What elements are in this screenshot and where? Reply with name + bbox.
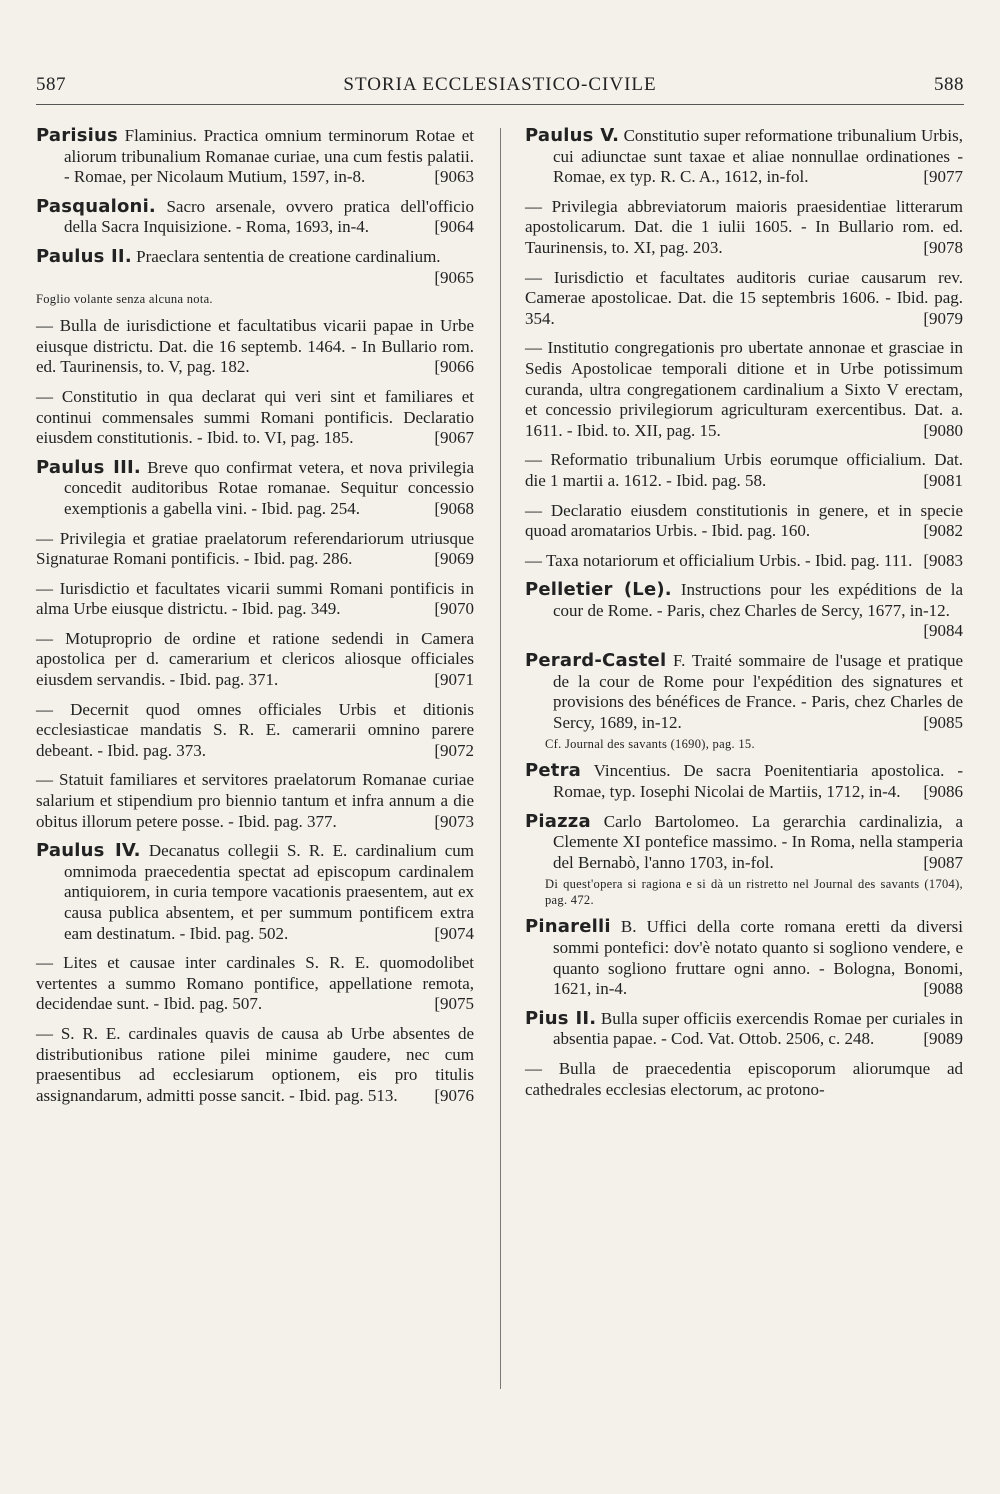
entry-number: [9077 [923,167,963,187]
entry-number: [9066 [434,357,474,377]
entry-author: Pinarelli [525,916,611,938]
entry-number: [9067 [434,428,474,448]
entry-text: — Lites et causae inter cardinales S. R. E. quomodolibet vertentes a summo Romano pontifice, appellatione remota, decidendae sunt. - Ibid. pag. 507. [36,953,474,1014]
entry-text: Flaminius. Practica omnium terminorum Rotae et aliorum tribunalium Romanae curiae, una cum festis palatii. - Romae, per Nicolaum Mutium, 1597, in-8. [64,126,474,187]
entry-number: [9088 [923,979,963,999]
entry-text: — Bulla de praecedentia episcoporum aliorumque ad cathedrales ecclesias electorum, ac protono- [525,1058,963,1099]
entry-number: [9072 [434,740,474,760]
entry-text: — Motuproprio de ordine et ratione sedendi in Camera apostolica per d. camerarium et clericos aliosque officiales eiusdem servandis. - Ibid. pag. 371. [36,628,474,690]
entry-number: [9069 [434,549,474,569]
entry-text: Constitutio super reformatione tribunalium Urbis, cui adiunctae sunt taxae et aliae nonnullae ordinationes - Romae, ex typ. R. C. A., 1612, in-fol. [553,126,964,187]
entry-number: [9065 [434,267,474,287]
entry-number: [9075 [434,994,474,1014]
bibliography-subentry [525,450,963,491]
entry-text: — Iurisdictio et facultates auditoris curiae causarum rev. Camerae apostolicae. Dat. die 15 septembris 1606. - Ibid. pag. 354. [525,267,963,328]
entry-number: [9082 [923,521,963,541]
entry-note: Cf. Journal des savants (1690), pag. 15. [545,737,755,752]
entry-number: [9087 [923,852,963,872]
entry-number: [9076 [434,1085,474,1105]
bibliography-subentry [36,953,474,1015]
entry-text: Praeclara sententia de creatione cardinalium. [136,246,441,266]
bibliography-entry [36,841,474,944]
entry-author: Pius II. [525,1007,597,1029]
page-number-right: 588 [934,74,964,95]
bibliography-subentry [525,338,963,441]
entry-text: — S. R. E. cardinales quavis de causa ab Urbe absentes de distributionibus ratione pilei minime gaudere, nec cum praesentibus ad ecclesiarum optionem, eis pro titulis assignandarum, admitti posse sancit. - Ibid. pag. 513. [36,1023,474,1105]
entry-text: — Bulla de iurisdictione et facultatibus vicarii papae in Urbe eiusque districtu. Dat. die 16 septemb. 1464. - In Bullario rom. ed. Taurinensis, to. V, pag. 182. [36,316,474,377]
entry-author: Parisius [36,125,118,146]
entry-author: Pelletier (Le). [525,579,672,601]
entry-author: Pasqualoni. [36,195,156,217]
bibliography-subentry [525,501,963,542]
bibliography-entry [525,917,963,999]
entry-text: Vincentius. De sacra Poenitentiaria apostolica. - Romae, typ. Iosephi Nicolai de Martiis, 1712, in-4. [553,761,963,802]
bibliography-entry [525,1009,963,1050]
bibliography-subentry [36,1024,474,1106]
entry-text: Sacro arsenale, ovvero pratica dell'officio della Sacra Inquisizione. - Roma, 1693, in-4. [64,196,475,237]
entry-number: [9064 [434,217,474,237]
bibliography-subentry [36,700,474,762]
entry-text: Decanatus collegii S. R. E. cardinalium cum omnimoda praecedentia spectat ad episcopum cardinalem antiquiorem, in curia tempore vacationis praesentem, aut ex causa publica absentem, et per summum pontificem extra eam destinatum. - Ibid. pag. 502. [64,841,475,943]
entry-number: [9078 [923,237,963,257]
entry-text: — Constitutio in qua declarat qui veri sint et familiares et continui commensales summi Romani pontificis. Declaratio eiusdem constitutionis. - Ibid. to. VI, pag. 185. [36,386,474,448]
entry-text: — Statuit familiares et servitores praelatorum Romanae curiae salarium et stipendium pro biennio tantum et infra annum a die obitus illorum petere posse. - Ibid. pag. 377. [36,770,474,831]
entry-text: — Privilegia et gratiae praelatorum referendariorum utriusque Signaturae Romani pontificis. - Ibid. pag. 286. [36,528,474,569]
entry-number: [9085 [923,712,963,732]
entry-text: Instructions pour les expéditions de la cour de Rome. - Paris, chez Charles de Sercy, 1677, in-12. [553,580,963,620]
bibliography-subentry [525,268,963,330]
entry-text: Breve quo confirmat vetera, et nova privilegia concedit auditoribus Rotae romanae. Sequitur concessio exemptionis a gabella vini. - Ibid. pag. 254. [64,457,475,518]
entry-author: Paulus II. [36,245,132,267]
right-column [525,126,963,1109]
entry-author: Piazza [525,810,591,832]
running-title: STORIA ECCLESIASTICO-CIVILE [343,74,657,95]
entry-text: — Declaratio eiusdem constitutionis in genere, et in specie quoad aromatarios Urbis. - Ibid. pag. 160. [525,500,963,541]
entry-text: Bulla super officiis exercendis Romae per curiales in absentia papae. - Cod. Vat. Ottob. 2506, c. 248. [553,1008,963,1049]
entry-number: [9083 [923,550,963,570]
entry-text: — Taxa notariorum et officialium Urbis. - Ibid. pag. 111. [525,550,913,570]
entry-text: Carlo Bartolomeo. La gerarchia cardinalizia, a Clemente XI pontefice massimo. - In Roma, nella stamperia del Bernabò, l'anno 1703, in-fol. [553,811,964,872]
bibliography-subentry [36,629,474,691]
entry-number: [9071 [434,670,474,690]
entry-text: — Iurisdictio et facultates vicarii summi Romani pontificis in alma Urbe eiusque districtu. - Ibid. pag. 349. [36,578,474,619]
entry-text: — Decernit quod omnes officiales Urbis et ditionis ecclesiasticae mandatis S. R. E. camerarii omnino parere debeant. - Ibid. pag. 373. [36,699,474,760]
entry-author: Paulus V. [525,125,620,146]
entry-author: Perard-Castel [525,650,667,672]
entry-number: [9086 [923,782,963,802]
entry-text: — Institutio congregationis pro ubertate annonae et grasciae in Sedis Apostolicae temporali ditione et in Urbe potissimum curanda, ultra congregationem cardinalium a Sixto V erectam, et concessio privilegiorum agriculturam exercentibus. Dat. a. 1611. - Ibid. to. XII, pag. 15. [525,338,963,440]
bibliography-subentry [36,387,474,449]
bibliography-subentry [525,551,963,572]
bibliography-entry [36,126,474,188]
entry-note: Di quest'opera si ragiona e si dà un ristretto nel Journal des savants (1704), pag. 472. [545,877,963,908]
left-column [36,126,474,1115]
entry-text: — Privilegia abbreviatorum maioris praesidentiae litterarum apostolicarum. Dat. die 1 iulii 1605. - In Bullario rom. ed. Taurinensis, to. XI, pag. 203. [525,196,963,257]
entry-number: [9081 [923,470,963,490]
bibliography-entry [525,651,963,733]
bibliography-subentry [525,1059,963,1100]
bibliography-entry [525,580,963,642]
entry-number: [9074 [434,923,474,943]
entry-text: — Reformatio tribunalium Urbis eorumque officialium. Dat. die 1 martii a. 1612. - Ibid. pag. 58. [525,450,963,490]
bibliography-subentry [36,316,474,378]
bibliography-entry [36,197,474,238]
entry-number: [9068 [434,498,474,518]
entry-number: [9073 [434,811,474,831]
bibliography-subentry [36,579,474,620]
entry-number: [9084 [923,621,963,641]
bibliography-entry [36,458,474,520]
entry-number: [9063 [434,167,474,187]
entry-author: Petra [525,760,582,782]
entry-number: [9080 [923,420,963,440]
bibliography-subentry [36,529,474,570]
entry-number: [9079 [923,308,963,328]
bibliography-subentry [36,770,474,832]
bibliography-subentry [525,197,963,259]
page-header [36,70,964,105]
entry-author: Paulus III. [36,456,141,478]
entry-note: Foglio volante senza alcuna nota. [36,292,213,307]
entry-text: F. Traité sommaire de l'usage et pratique de la cour de Rome pour l'expédition des signatures et provisions des bénéfices de France. - Paris, chez Charles de Sercy, 1689, in-12. [553,651,963,732]
entry-number: [9089 [923,1029,963,1049]
column-divider [500,128,501,1389]
entry-author: Paulus IV. [36,840,141,862]
entry-number: [9070 [434,599,474,619]
bibliography-entry [525,761,963,802]
page-number-left: 587 [36,74,66,95]
entry-text: B. Uffici della corte romana eretti da diversi sommi pontefici: dov'è notato quanto si sogliono vendere, e quanto sogliono fruttare ogni anno. - Bologna, Bonomi, 1621, in-4. [553,917,963,999]
bibliography-entry [525,812,963,874]
bibliography-entry [525,126,963,188]
bibliography-entry [36,247,474,288]
